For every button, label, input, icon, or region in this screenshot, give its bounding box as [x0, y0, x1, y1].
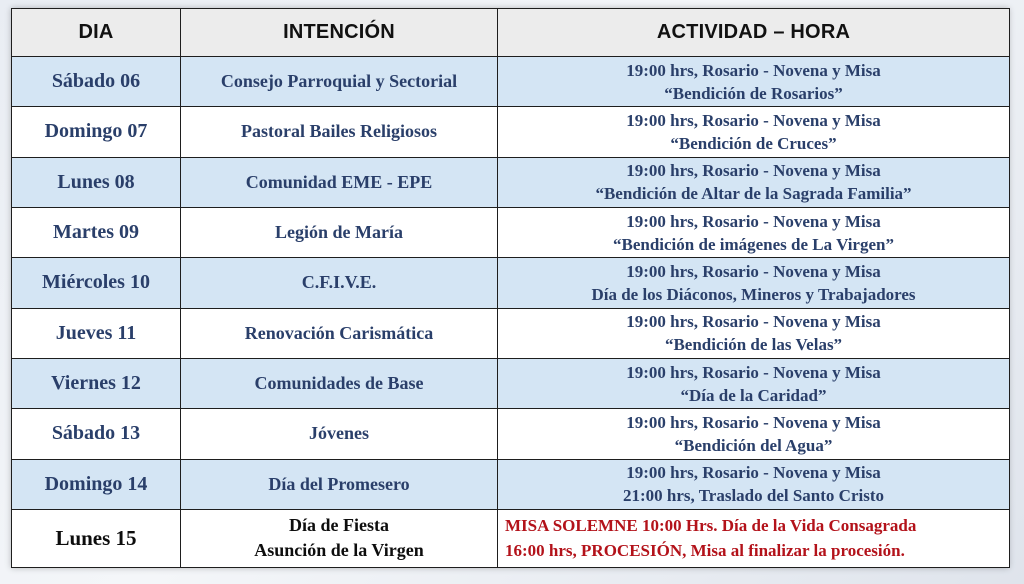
activity-line-2: “Bendición de imágenes de La Virgen”	[613, 234, 894, 254]
table-row	[12, 308, 1010, 358]
feast-day-row	[12, 509, 1010, 567]
activity-line-1: 19:00 hrs, Rosario - Novena y Misa	[626, 312, 881, 332]
activity-line-1: 19:00 hrs, Rosario - Novena y Misa	[626, 161, 881, 181]
activity-cell	[498, 258, 1010, 308]
intention-cell: Comunidades de Base	[181, 358, 498, 408]
table-row	[12, 157, 1010, 207]
feast-intention-cell	[181, 509, 498, 567]
feast-day-cell: Lunes 15	[12, 509, 181, 567]
table-row	[12, 358, 1010, 408]
feast-intention-line-2: Asunción de la Virgen	[254, 540, 424, 561]
feast-activity-line-2: 16:00 hrs, PROCESIÓN, Misa al finalizar la procesión.	[505, 541, 905, 561]
intention-cell: Comunidad EME - EPE	[181, 157, 498, 207]
activity-line-1: 19:00 hrs, Rosario - Novena y Misa	[626, 110, 881, 130]
activity-cell	[498, 107, 1010, 157]
activity-cell	[498, 207, 1010, 257]
day-cell: Domingo 14	[12, 459, 181, 509]
day-cell: Martes 09	[12, 207, 181, 257]
activity-cell	[498, 57, 1010, 107]
day-cell: Lunes 08	[12, 157, 181, 207]
day-cell: Viernes 12	[12, 358, 181, 408]
activity-cell	[498, 308, 1010, 358]
activity-cell	[498, 459, 1010, 509]
activity-line-2: “Bendición de Altar de la Sagrada Familia”	[595, 184, 912, 204]
header-intencion: INTENCIÓN	[181, 9, 498, 57]
activity-cell	[498, 409, 1010, 459]
activity-line-1: 19:00 hrs, Rosario - Novena y Misa	[626, 60, 881, 80]
activity-line-2: “Bendición de Rosarios”	[664, 83, 843, 103]
activity-line-2: “Bendición de Cruces”	[670, 133, 837, 153]
activity-line-2: “Bendición de las Velas”	[664, 335, 843, 355]
activity-line-2: “Día de la Caridad”	[680, 385, 827, 405]
activity-line-1: 19:00 hrs, Rosario - Novena y Misa	[626, 463, 881, 483]
intention-cell: Día del Promesero	[181, 459, 498, 509]
activity-line-1: 19:00 hrs, Rosario - Novena y Misa	[626, 261, 881, 281]
intention-cell: Jóvenes	[181, 409, 498, 459]
day-cell: Miércoles 10	[12, 258, 181, 308]
schedule-table	[11, 8, 1010, 568]
day-cell: Domingo 07	[12, 107, 181, 157]
table-row	[12, 107, 1010, 157]
activity-line-2: “Bendición del Agua”	[674, 435, 833, 455]
activity-line-1: 19:00 hrs, Rosario - Novena y Misa	[626, 412, 881, 432]
feast-intention-line-1: Día de Fiesta	[289, 515, 389, 536]
header-dia: DIA	[12, 9, 181, 57]
intention-cell: Renovación Carismática	[181, 308, 498, 358]
intention-cell: Consejo Parroquial y Sectorial	[181, 57, 498, 107]
day-cell: Sábado 13	[12, 409, 181, 459]
header-row	[12, 9, 1010, 57]
table-row	[12, 459, 1010, 509]
header-actividad: ACTIVIDAD – HORA	[498, 9, 1010, 57]
table-row	[12, 409, 1010, 459]
activity-cell	[498, 358, 1010, 408]
feast-activity-line-1: MISA SOLEMNE 10:00 Hrs. Día de la Vida Consagrada	[505, 516, 917, 536]
schedule-frame	[11, 8, 1009, 568]
activity-line-1: 19:00 hrs, Rosario - Novena y Misa	[626, 211, 881, 231]
day-cell: Sábado 06	[12, 57, 181, 107]
table-row	[12, 207, 1010, 257]
activity-line-1: 19:00 hrs, Rosario - Novena y Misa	[626, 362, 881, 382]
activity-line-2: 21:00 hrs, Traslado del Santo Cristo	[622, 486, 884, 506]
table-row	[12, 57, 1010, 107]
intention-cell: C.F.I.V.E.	[181, 258, 498, 308]
intention-cell: Pastoral Bailes Religiosos	[181, 107, 498, 157]
table-row	[12, 258, 1010, 308]
activity-line-2: Día de los Diáconos, Mineros y Trabajadores	[591, 284, 916, 304]
day-cell: Jueves 11	[12, 308, 181, 358]
feast-activity-cell	[498, 509, 1010, 567]
intention-cell: Legión de María	[181, 207, 498, 257]
activity-cell	[498, 157, 1010, 207]
